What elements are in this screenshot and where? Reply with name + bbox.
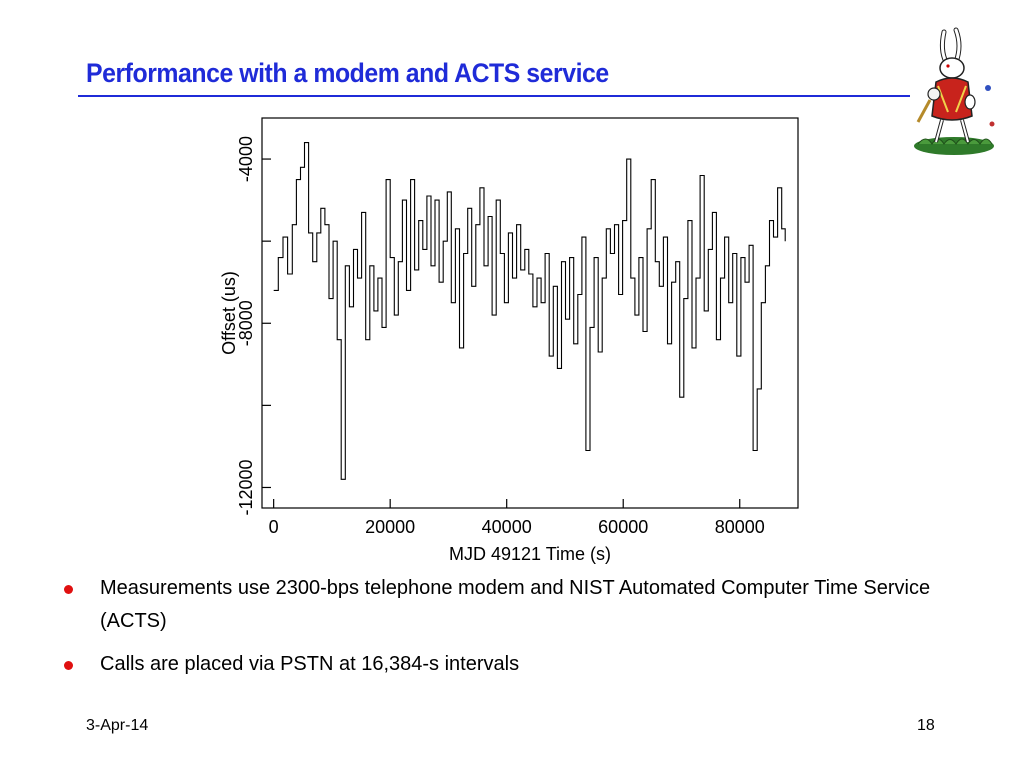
y-tick-label: -8000 [236,300,256,347]
x-axis-label: MJD 49121 Time (s) [448,544,612,564]
x-tick-label: 60000 [598,517,649,537]
plot-frame [262,118,798,508]
offset-chart [205,110,810,570]
offset-series-line [274,143,786,480]
white-rabbit-icon [908,24,1000,158]
x-tick-label: 20000 [365,517,416,537]
y-tick-label: -12000 [236,459,256,516]
bullet-item [62,648,942,681]
bullet-dot-icon [64,661,73,670]
y-axis-label: Offset (us) [219,271,239,355]
bullet-dot-icon [64,585,73,594]
offset-chart-svg [205,110,810,570]
x-tick-label: 0 [268,517,279,537]
bullet-list [62,572,942,691]
x-tick-label: 80000 [714,517,765,537]
bullet-item [62,572,942,638]
title-underline [78,95,910,97]
y-tick-label: -4000 [236,136,256,183]
bullet-text: Calls are placed via PSTN at 16,384-s intervals [100,653,520,675]
series-group [274,143,786,480]
bullet-text: Measurements use 2300-bps telephone modem and NIST Automated Computer Time Service (ACTS) [100,577,931,632]
page-number: 18 [917,717,935,734]
slide-title: Performance with a modem and ACTS service [86,58,609,88]
x-tick-label: 40000 [481,517,532,537]
x-axis-ticks [269,499,765,537]
y-axis-ticks [236,136,271,515]
footer-date: 3-Apr-14 [86,717,149,734]
